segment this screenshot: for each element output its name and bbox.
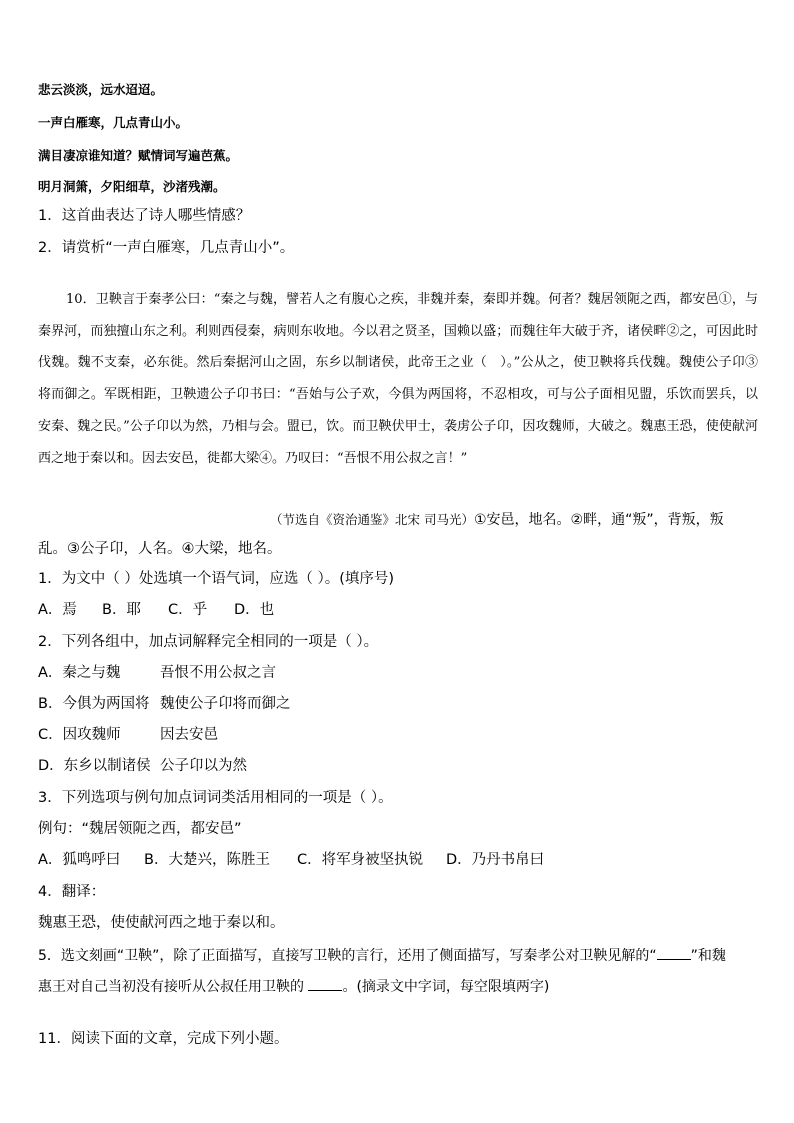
q2-option-c-pair: 因去安邑 (160, 727, 218, 743)
q2-option-d-pair: 公子卬以为然 (160, 758, 247, 774)
q3-option-d: D．乃丹书帛曰 (446, 852, 545, 868)
q10-question-3: 3．下列选项与例句加点词词类活用相同的一项是（ ）。 (38, 790, 393, 806)
q10-question-5-line-1 (38, 945, 726, 966)
q10-source-notes (38, 504, 758, 536)
q2-option-c-label: C．因攻魏师 (38, 727, 121, 743)
q5-blank-2 (308, 976, 342, 991)
q10-question-2: 2．下列各组中，加点词解释完全相同的一项是（ ）。 (38, 634, 379, 650)
q10-passage (38, 284, 758, 474)
q3-options (38, 850, 544, 870)
q10-notes-1: ①安邑，地名。②畔，通“叛”，背叛，叛 (473, 512, 724, 528)
q2-option-b-pair: 魏使公子卬将而御之 (160, 696, 291, 712)
poem-line-1: 悲云淡淡，远水迢迢。 (38, 82, 164, 97)
q2-option-a (38, 663, 276, 683)
q1-option-a: A．焉 (38, 602, 77, 618)
q2-option-a-pair: 吾恨不用公叔之言 (160, 665, 276, 681)
q2-option-b-label: B．今俱为两国将 (38, 696, 150, 712)
poem-line-3: 满目凄凉谁知道？赋情词写遍芭蕉。 (38, 148, 239, 163)
q3-example: 例句：“魏居领阨之西，都安邑” (38, 821, 242, 837)
q2-option-c (38, 725, 218, 745)
q10-question-4: 4．翻译： (38, 884, 106, 900)
q1-option-c: C．乎 (168, 602, 208, 618)
q1-option-d: D．也 (234, 602, 275, 618)
q2-option-b (38, 694, 291, 714)
q2-option-d-label: D．东乡以制诸侯 (38, 758, 151, 774)
question-11: 11．阅读下面的文章，完成下列小题。 (38, 1031, 289, 1047)
q2-option-d (38, 756, 247, 776)
poem-question-1: 1．这首曲表达了诗人哪些情感？ (38, 208, 251, 224)
q5-text-d: 。(摘录文中字词，每空限填两字) (342, 979, 550, 995)
q1-option-b: B．耶 (102, 602, 141, 618)
q10-q1-options (38, 600, 274, 620)
q10-passage-text: 10．卫鞅言于秦孝公曰：“秦之与魏，譬若人之有腹心之疾，非魏并秦，秦即并魏。何者？魏居领阨之西，都安邑①，与秦界河，而独擅山东之利。利则西侵秦，病则东收地。今以君之贤圣，国赖以盛；而魏往年大破于齐，诸侯畔②之，可因此时伐魏。魏不支秦，必东徙。然后秦据河山之固，东乡以制诸侯，此帝王之业（ ）。”公从之，使卫鞅将兵伐魏。魏使公子卬③将而御之。军既相距，卫鞅遗公子卬书曰：“吾始与公子欢，今俱为两国将，不忍相攻，可与公子面相见盟，乐饮而罢兵，以安秦、魏之民。”公子卬以为然，乃相与会。盟已，饮。而卫鞅伏甲士，袭虏公子卬，因攻魏师，大破之。魏惠王恐，使使献河西之地于秦以和。因去安邑，徙都大梁④。乃叹曰：“吾恨不用公叔之言！” (38, 292, 758, 466)
q3-option-c: C．将军身被坚执锐 (297, 852, 424, 868)
poem-question-2: 2．请赏析“一声白雁寒，几点青山小”。 (38, 240, 295, 256)
q10-question-5-line-2 (38, 976, 549, 997)
q5-text-c: 惠王对自己当初没有接听从公叔任用卫鞅的 (38, 979, 304, 995)
q2-option-a-label: A．秦之与魏 (38, 665, 121, 681)
poem-line-2: 一声白雁寒，几点青山小。 (38, 115, 189, 130)
q3-option-b: B．大楚兴，陈胜王 (144, 852, 270, 868)
poem-line-4: 明月洞箫，夕阳细草，沙渚残潮。 (38, 179, 226, 194)
q5-text-b: ”和魏 (690, 948, 726, 964)
q10-question-1: 1．为文中（ ）处选填一个语气词，应选（ ）。(填序号) (38, 571, 395, 587)
q5-blank-1 (657, 945, 691, 960)
q3-option-a: A．狐鸣呼曰 (38, 852, 121, 868)
q4-sentence: 魏惠王恐，使使献河西之地于秦以和。 (38, 915, 285, 931)
q10-notes-2: 乱。③公子卬，人名。④大梁，地名。 (38, 541, 282, 557)
q10-source: （节选自《资治通鉴》北宋 司马光） (270, 512, 474, 527)
q5-text-a: 5．选文刻画“卫鞅”，除了正面描写，直接写卫鞅的言行，还用了侧面描写，写秦孝公对卫鞅见解的“ (38, 948, 657, 964)
